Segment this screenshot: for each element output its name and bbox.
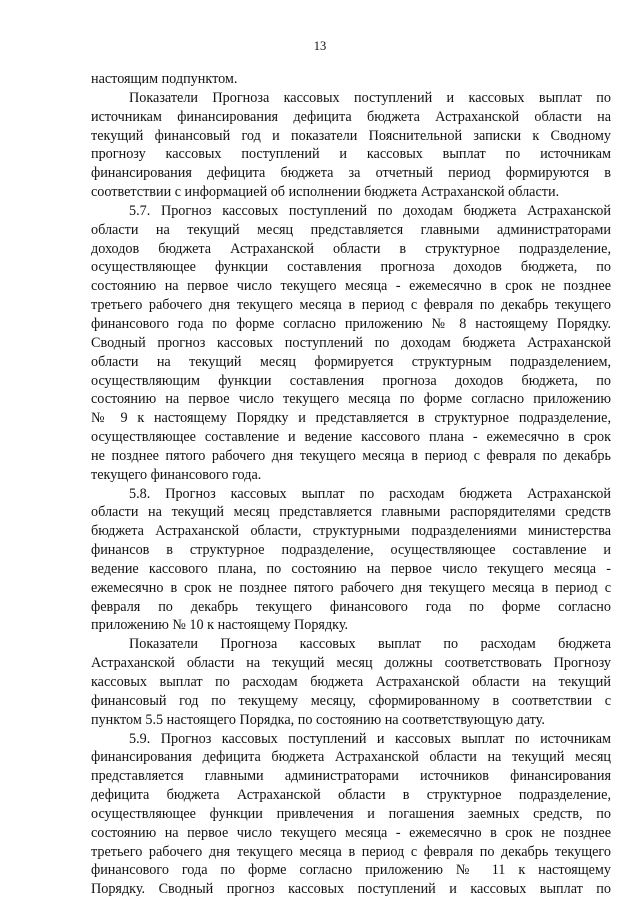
page-number: 13 bbox=[313, 39, 327, 53]
text-line: финансирования дефицита бюджета Астраханской области на текущий месяц bbox=[91, 749, 611, 766]
text-line: не позднее пятого рабочего дня текущего месяца в период с февраля по декабрь bbox=[91, 447, 611, 464]
text-line: бюджета Астраханской области, структурными подразделениями министерства bbox=[91, 523, 611, 540]
text-line: ежемесячно в срок не позднее пятого рабочего дня текущего месяца в период с bbox=[91, 579, 611, 596]
text-line: Показатели Прогноза кассовых поступлений и кассовых выплат по bbox=[129, 89, 611, 106]
text-line: области на текущий месяц формируется структурным подразделением, bbox=[91, 353, 611, 370]
text-line: Астраханской области на текущий месяц должны соответствовать Прогнозу bbox=[91, 655, 611, 672]
text-line: дефицита бюджета Астраханской области в структурное подразделение, bbox=[91, 787, 611, 804]
text-line: февраля по декабрь текущего финансового года по форме согласно bbox=[91, 598, 611, 615]
text-line: финансов в структурное подразделение, осуществляющее составление и bbox=[91, 542, 611, 559]
text-line: состоянию на первое число текущего месяца по форме согласно приложению bbox=[91, 391, 611, 408]
text-line: прогнозу кассовых поступлений и кассовых выплат по источникам bbox=[91, 146, 611, 163]
text-line: соответствии с информацией об исполнении бюджета Астраханской области. bbox=[91, 184, 560, 201]
text-line: кассовых выплат по расходам бюджета Астраханской области на текущий bbox=[91, 674, 611, 690]
text-line: осуществляющее составление и ведение кассового плана - ежемесячно в срок bbox=[91, 429, 611, 446]
text-line: представляется главными администраторами источников финансирования bbox=[91, 768, 611, 785]
text-line: настоящим подпунктом. bbox=[91, 71, 238, 87]
text-line: состоянию на первое число текущего месяца - ежемесячно в срок не позднее bbox=[91, 824, 611, 841]
text-line: третьего рабочего дня текущего месяца в период с февраля по декабрь текущего bbox=[91, 843, 611, 860]
text-line: 5.8. Прогноз кассовых выплат по расходам бюджета Астраханской bbox=[129, 485, 611, 502]
text-line: пунктом 5.5 настоящего Порядка, по состоянию на соответствующую дату. bbox=[91, 711, 545, 728]
text-line: доходов бюджета Астраханской области в структурное подразделение, bbox=[91, 240, 611, 257]
text-line: области на текущий месяц представляется главными распорядителями средств bbox=[91, 504, 611, 521]
text-line: 5.9. Прогноз кассовых поступлений и кассовых выплат по источникам bbox=[129, 730, 611, 747]
text-line: финансового года по форме согласно приложению № 11 к настоящему bbox=[91, 862, 611, 879]
text-line: финансового года по форме согласно приложению № 8 настоящему Порядку. bbox=[91, 315, 611, 332]
text-line: области на текущий месяц представляется главными администраторами bbox=[91, 221, 611, 238]
text-line: 5.7. Прогноз кассовых поступлений по доходам бюджета Астраханской bbox=[129, 202, 611, 219]
text-line: Показатели Прогноза кассовых выплат по расходам бюджета bbox=[129, 636, 611, 653]
text-line: Сводный прогноз кассовых поступлений по доходам бюджета Астраханской bbox=[91, 334, 611, 351]
text-line: ведение кассового плана, по состоянию на первое число текущего месяца - bbox=[91, 560, 611, 577]
text-line: осуществляющим функции составления прогноза доходов бюджета, по bbox=[91, 372, 611, 389]
text-line: состоянию на первое число текущего месяца - ежемесячно в срок не позднее bbox=[91, 278, 611, 295]
text-line: третьего рабочего дня текущего месяца в период с февраля по декабрь текущего bbox=[91, 297, 611, 314]
text-line: финансовый год по текущему месяцу, сформированному в соответствии с bbox=[91, 692, 611, 709]
text-line: осуществляющее функции составления прогноза доходов бюджета, по bbox=[91, 259, 611, 276]
text-line: № 9 к настоящему Порядку и представляется в структурное подразделение, bbox=[91, 410, 611, 427]
text-line: текущий финансовый год и показатели Пояснительной записки к Сводному bbox=[91, 127, 611, 144]
text-line: Порядку. Сводный прогноз кассовых поступлений и кассовых выплат по bbox=[91, 881, 611, 898]
text-line: текущего финансового года. bbox=[91, 466, 262, 483]
document-body bbox=[91, 70, 611, 899]
text-line: осуществляющее функции привлечения и погашения заемных средств, по bbox=[91, 805, 611, 822]
text-line: источникам финансирования дефицита бюджета Астраханской области на bbox=[91, 108, 611, 125]
text-line: финансирования дефицита бюджета за отчетный период формируются в bbox=[91, 165, 611, 182]
text-line: приложению № 10 к настоящему Порядку. bbox=[91, 617, 349, 634]
